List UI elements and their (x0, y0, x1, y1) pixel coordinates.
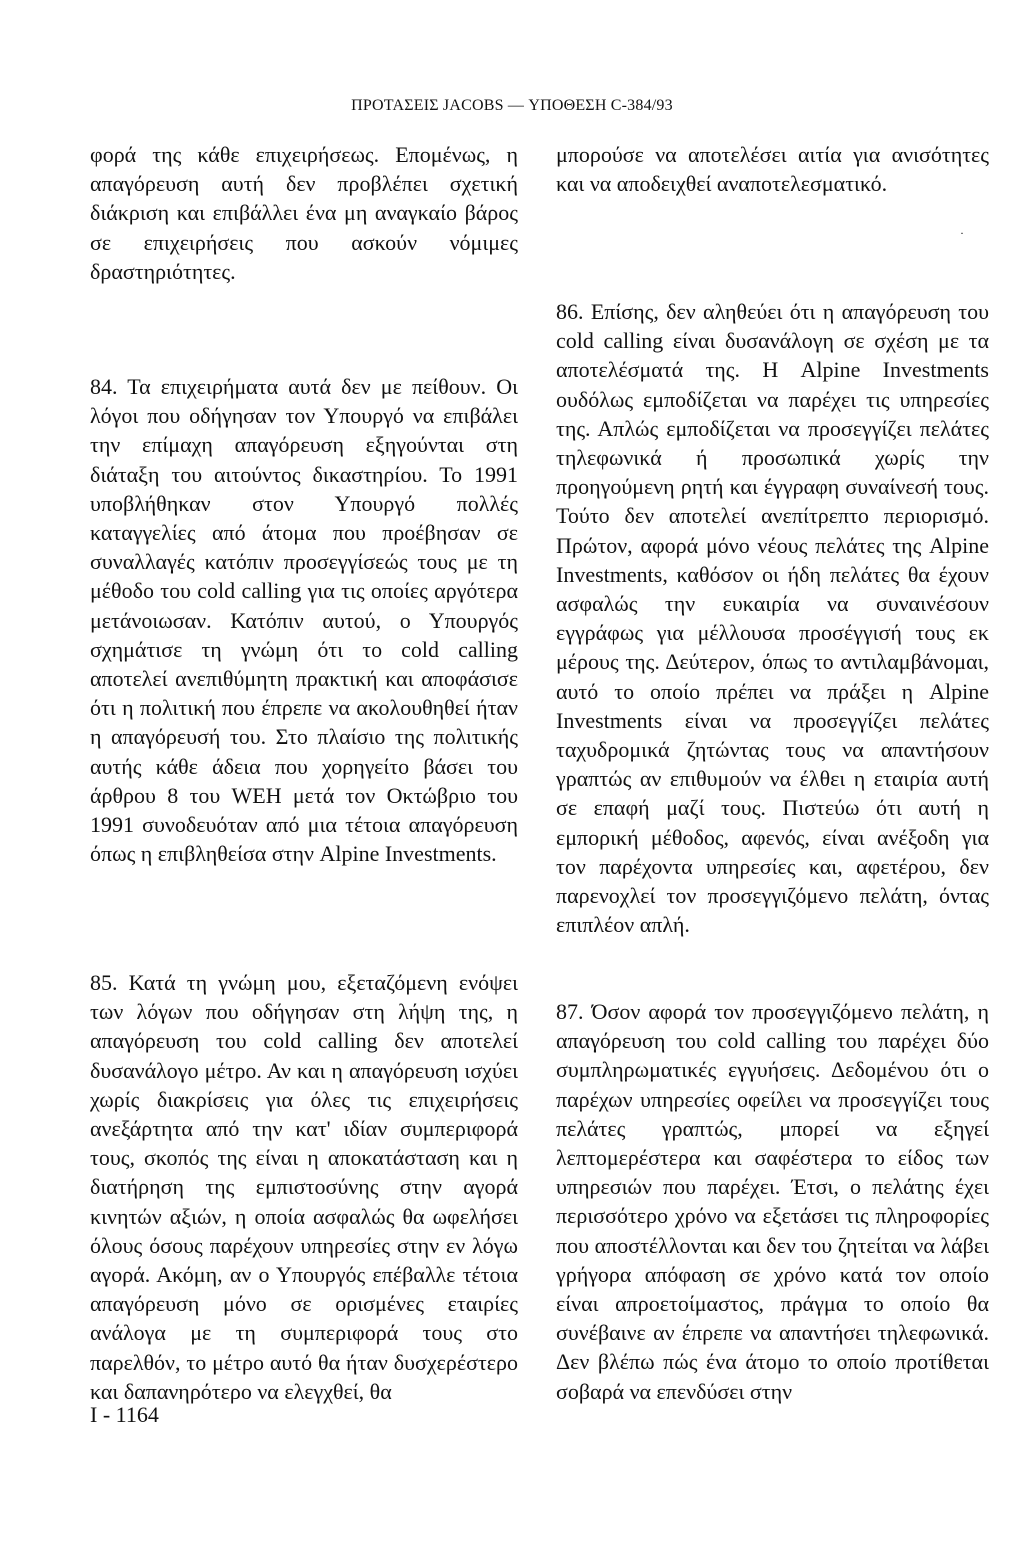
right-column-continuation (556, 140, 989, 198)
paragraph: 84. Τα επιχειρήματα αυτά δεν με πείθουν. Οι λόγοι που οδήγησαν τον Υπουργό να επιβάλει την επίμαχη απαγόρευση εξηγούνται στη διάταξη του αιτούντος δικαστηρίου. Το 1991 υποβλήθηκαν στον Υπουργό πολλές καταγγελίες από άτομα που προέβησαν σε συναλλαγές κατόπιν προσεγγίσεώς τους με τη μέθοδο του cold calling για τις οποίες αργότερα μετάνοιωσαν. Κατόπιν αυτού, ο Υπουργός σχημάτισε τη γνώμη ότι το cold calling αποτελεί ανεπιθύμητη πρακτική και αποφάσισε ότι η πολιτική που έπρεπε να ακολουθηθεί ήταν η απαγόρευσή του. Στο πλαίσιο της πολιτικής αυτής κάθε άδεια που χορηγείτο βάσει του άρθρου 8 του WEH μετά τον Οκτώβριο του 1991 συνοδευόταν από μια τέτοια απαγόρευση όπως η επιβληθείσα στην Alpine Investments. (90, 374, 518, 867)
paragraph-84 (90, 372, 518, 868)
paragraph: 86. Επίσης, δεν αληθεύει ότι η απαγόρευση του cold calling είναι δυσανάλογη σε σχέση με τα αποτελέσματά της. Η Alpine Investments ουδόλως εμποδίζεται να παρέχει τις υπηρεσίες της. Απλώς εμποδίζεται να προσεγγίζει πελάτες τηλεφωνικά ή προσωπικά χωρίς την προηγούμενη ρητή και έγγραφη συναίνεσή τους. Τούτο δεν αποτελεί ανεπίτρεπτο περιορισμό. Πρώτον, αφορά μόνο νέους πελάτες της Alpine Investments, καθόσον οι ήδη πελάτες θα έχουν ασφαλώς την ευκαιρία να συναινέσουν εγγράφως για μέλλουσα προσέγγισή τους εκ μέρους της. Δεύτερον, όπως το αντιλαμβάνομαι, αυτό το οποίο πρέπει να πράξει η Alpine Investments είναι να προσεγγίζει πελάτες ταχυδρομικά ζητώντας τους να απαντήσουν γραπτώς αν επιθυμούν να έλθει η εταιρία αυτή σε επαφή μαζί τους. Πιστεύω ότι αυτή η εμπορική μέθοδος, αφενός, είναι ανέξοδη για τον παρέχοντα υπηρεσίες και, αφετέρου, δεν παρενοχλεί τον προσεγγιζόμενο πελάτη, όντας επιπλέον απλή. (556, 299, 989, 938)
paragraph-85 (90, 968, 518, 1406)
paragraph: 87. Όσον αφορά τον προσεγγιζόμενο πελάτη, η απαγόρευση του cold calling του παρέχει δύο συμπληρωματικές εγγυήσεις. Δεδομένου ότι ο παρέχων υπηρεσίες οφείλει να προσεγγίζει τους πελάτες γραπτώς, μπορεί να εξηγεί λεπτομερέστερα και σαφέστερα το είδος των υπηρεσιών που παρέχει. Έτσι, ο πελάτης έχει περισσότερο χρόνο να εξετάσει τις πληροφορίες που αποστέλλονται και δεν του ζητείται να λάβει γρήγορα απόφαση σε χρόνο κατά τον οποίο είναι απροετοίμαστος, πράγμα το οποίο θα συνέβαινε αν έπρεπε να απαντήσει τηλεφωνικά. Δεν βλέπω πώς ένα άτομο το οποίο προτίθεται σοβαρά να επενδύσει στην (556, 999, 989, 1404)
stray-dot-mark: · (960, 226, 964, 240)
paragraph: μπορούσε να αποτελέσει αιτία για ανισότητες και να αποδειχθεί αναποτελεσματικό. (556, 142, 989, 197)
left-column-continuation (90, 140, 518, 286)
page-number: I - 1164 (90, 1402, 159, 1427)
running-header: ΠΡΟΤΑΣΕΙΣ JACOBS — ΥΠΟΘΕΣΗ C-384/93 (351, 97, 673, 114)
paragraph: 85. Κατά τη γνώμη μου, εξεταζόμενη ενόψει των λόγων που οδήγησαν στη λήψη της, η απαγόρευση του cold calling δεν αποτελεί δυσανάλογο μέτρο. Αν και η απαγόρευση ισχύει χωρίς διακρίσεις για όλες τις επιχειρήσεις ανεξάρτητα από την κατ' ιδίαν συμπεριφορά τους, σκοπός της είναι η αποκατάσταση και η διατήρηση της εμπιστοσύνης στην αγορά κινητών αξιών, η οποία ασφαλώς θα ωφελήσει όλους όσους παρέχουν υπηρεσίες στην εν λόγω αγορά. Ακόμη, αν ο Υπουργός επέβαλλε τέτοια απαγόρευση μόνο σε ορισμένες εταιρίες ανάλογα με τη συμπεριφορά τους στο παρελθόν, το μέτρο αυτό θα ήταν δυσχερέστερο και δαπανηρότερο να ελεγχθεί, θα (90, 970, 518, 1404)
paragraph: φορά της κάθε επιχειρήσεως. Επομένως, η απαγόρευση αυτή δεν προβλέπει σχετική διάκριση και επιβάλλει ένα μη αναγκαίο βάρος σε επιχειρήσεις που ασκούν νόμιμες δραστηριότητες. (90, 142, 518, 284)
paragraph-86 (556, 297, 989, 939)
paragraph-87 (556, 997, 989, 1406)
